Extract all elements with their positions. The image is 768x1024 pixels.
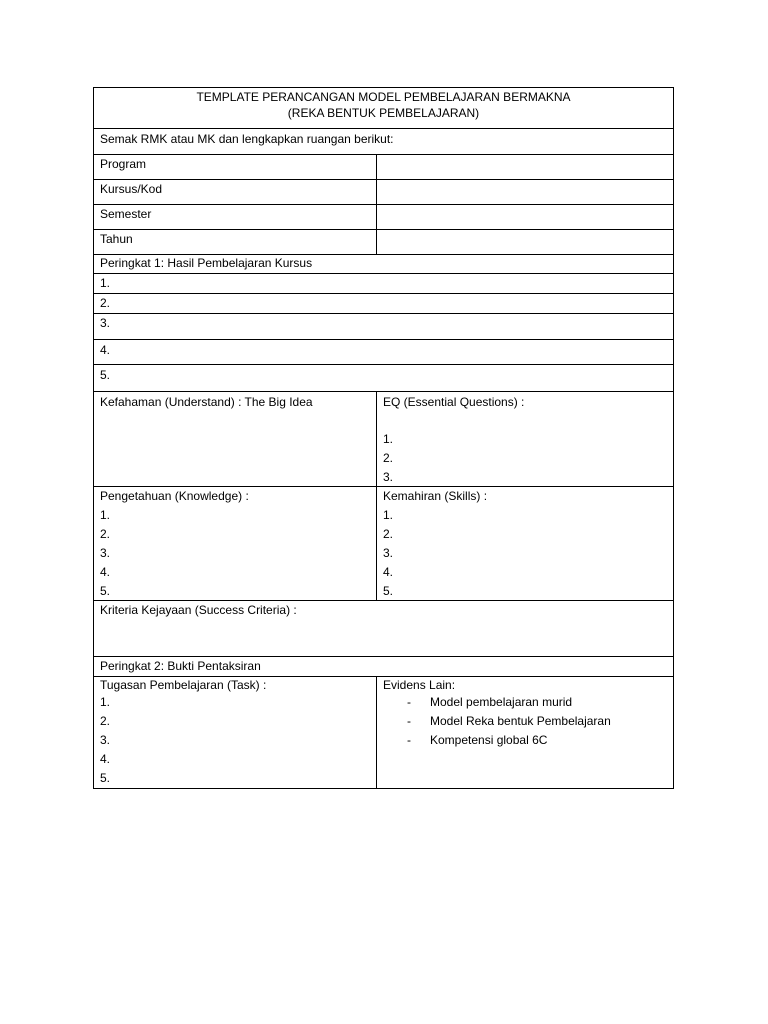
- knowledge-skills-row: [94, 486, 673, 600]
- dash-bullet: -: [407, 695, 411, 709]
- evidence-list: [383, 693, 667, 750]
- eq-label: EQ (Essential Questions) :: [383, 395, 525, 409]
- criteria-label: Kriteria Kejayaan (Success Criteria) :: [100, 603, 297, 617]
- level1-item-number: 1.: [100, 276, 111, 290]
- course-code-field[interactable]: [377, 180, 673, 204]
- evidence-item-text: Kompetensi global 6C: [430, 733, 548, 747]
- info-label-course: Kursus/Kod: [100, 182, 163, 196]
- skills-label: Kemahiran (Skills) :: [383, 489, 488, 503]
- skills-item: 5.: [383, 584, 394, 598]
- criteria-row[interactable]: [94, 600, 673, 656]
- form-title: TEMPLATE PERANCANGAN MODEL PEMBELAJARAN BERMAKNA: [196, 90, 571, 104]
- level1-heading-row: [94, 254, 673, 273]
- evidence-label: Evidens Lain:: [383, 678, 456, 692]
- level1-item-number: 5.: [100, 368, 111, 382]
- evidence-cell[interactable]: [377, 677, 673, 788]
- level1-item-number: 2.: [100, 296, 111, 310]
- level1-item[interactable]: [94, 293, 673, 313]
- info-label-program: Program: [100, 157, 147, 171]
- skills-item: 3.: [383, 546, 394, 560]
- level2-heading-row: [94, 656, 673, 676]
- knowledge-item: 4.: [100, 565, 111, 579]
- evidence-item: [383, 731, 667, 750]
- eq-item: 1.: [383, 432, 394, 446]
- info-label-semester: Semester: [100, 207, 152, 221]
- eq-cell[interactable]: [377, 392, 673, 486]
- task-item: 3.: [100, 733, 111, 747]
- level1-item-number: 4.: [100, 343, 111, 357]
- evidence-item: [383, 693, 667, 712]
- evidence-item: [383, 712, 667, 731]
- evidence-item-text: Model Reka bentuk Pembelajaran: [430, 714, 611, 728]
- eq-item: 3.: [383, 470, 394, 484]
- task-item: 2.: [100, 714, 111, 728]
- level1-item[interactable]: [94, 313, 673, 339]
- info-row-semester: [94, 204, 673, 229]
- evidence-item-text: Model pembelajaran murid: [430, 695, 573, 709]
- level1-item[interactable]: [94, 364, 673, 391]
- skills-item: 1.: [383, 508, 394, 522]
- task-label: Tugasan Pembelajaran (Task) :: [100, 678, 267, 692]
- planning-template-form: [93, 87, 674, 789]
- info-label-year: Tahun: [100, 232, 133, 246]
- level2-heading: Peringkat 2: Bukti Pentaksiran: [100, 659, 261, 673]
- task-cell[interactable]: [94, 677, 377, 788]
- level1-heading: Peringkat 1: Hasil Pembelajaran Kursus: [100, 256, 313, 270]
- knowledge-item: 1.: [100, 508, 111, 522]
- eq-item: 2.: [383, 451, 394, 465]
- dash-bullet: -: [407, 714, 411, 728]
- info-row-program: [94, 154, 673, 179]
- level1-item[interactable]: [94, 273, 673, 293]
- understand-label: Kefahaman (Understand) : The Big Idea: [100, 395, 313, 409]
- knowledge-label: Pengetahuan (Knowledge) :: [100, 489, 249, 503]
- intro-row: [94, 128, 673, 154]
- task-item: 5.: [100, 771, 111, 785]
- knowledge-item: 3.: [100, 546, 111, 560]
- form-subtitle: (REKA BENTUK PEMBELAJARAN): [287, 106, 480, 120]
- knowledge-cell[interactable]: [94, 487, 377, 600]
- understand-eq-row: [94, 391, 673, 486]
- knowledge-item: 5.: [100, 584, 111, 598]
- level1-item[interactable]: [94, 339, 673, 364]
- skills-item: 2.: [383, 527, 394, 541]
- knowledge-item: 2.: [100, 527, 111, 541]
- skills-item: 4.: [383, 565, 394, 579]
- year-field[interactable]: [377, 230, 673, 254]
- task-item: 4.: [100, 752, 111, 766]
- form-header: [94, 88, 673, 128]
- dash-bullet: -: [407, 733, 411, 747]
- program-field[interactable]: [377, 155, 673, 179]
- intro-text: Semak RMK atau MK dan lengkapkan ruangan berikut:: [100, 132, 394, 146]
- task-item: 1.: [100, 695, 111, 709]
- info-row-year: [94, 229, 673, 254]
- understand-cell[interactable]: [94, 392, 377, 486]
- skills-cell[interactable]: [377, 487, 673, 600]
- level1-item-number: 3.: [100, 316, 111, 330]
- semester-field[interactable]: [377, 205, 673, 229]
- task-evidence-row: [94, 676, 673, 788]
- info-row-course: [94, 179, 673, 204]
